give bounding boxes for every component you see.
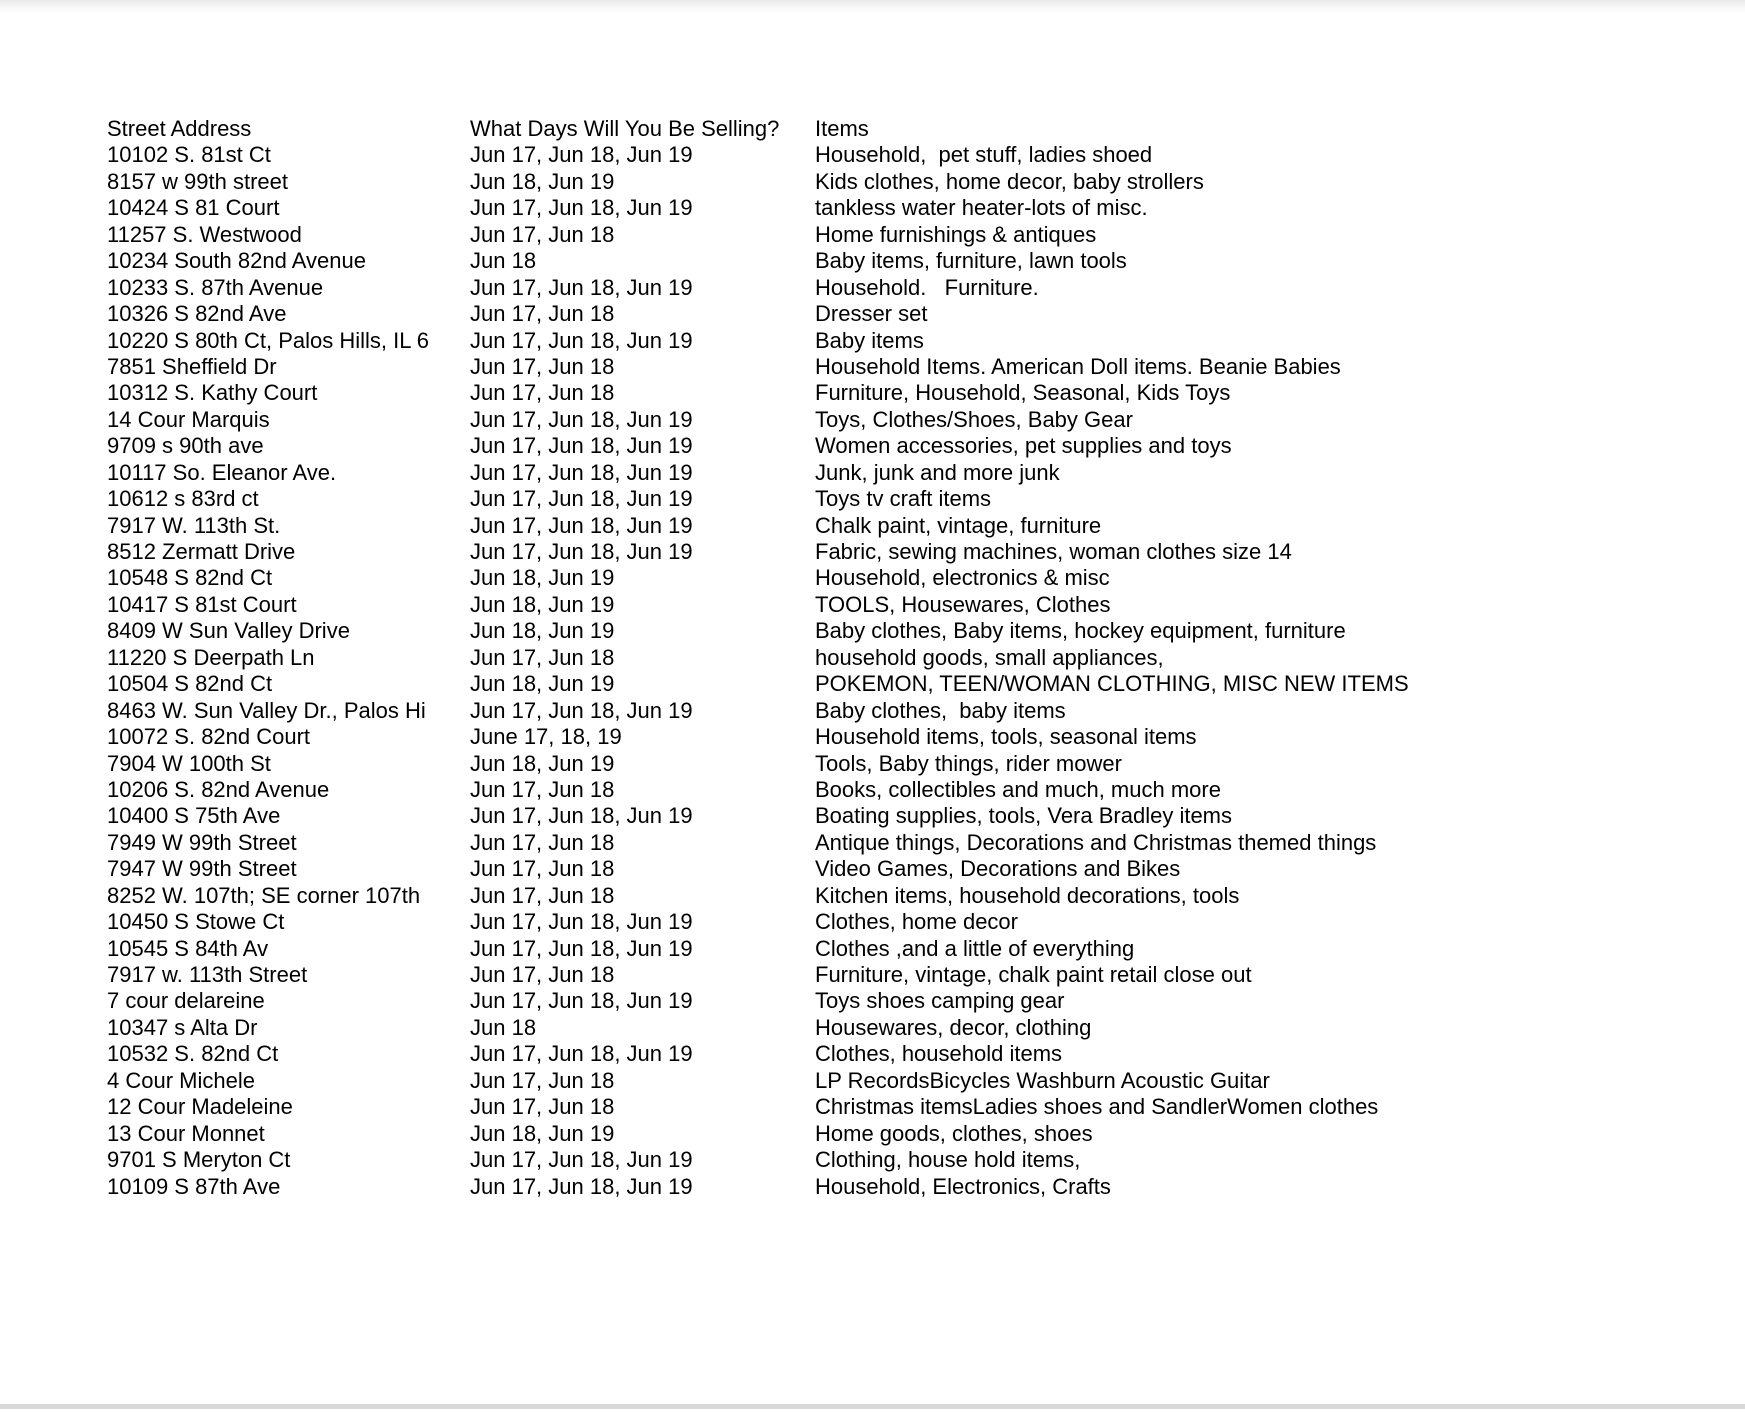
items-cell: Dresser set bbox=[815, 301, 928, 327]
table-row bbox=[107, 539, 1727, 565]
items-cell: Household. Furniture. bbox=[815, 274, 1039, 300]
days-cell: Jun 17, Jun 18, Jun 19 bbox=[470, 327, 693, 353]
items-cell: Kids clothes, home decor, baby strollers bbox=[815, 168, 1204, 194]
items-cell: household goods, small appliances, bbox=[815, 644, 1164, 670]
address-cell: 11257 S. Westwood bbox=[107, 221, 302, 247]
table-row bbox=[107, 988, 1727, 1014]
address-cell: 13 Cour Monnet bbox=[107, 1120, 265, 1146]
table-row bbox=[107, 1015, 1727, 1041]
items-cell: Clothing, house hold items, bbox=[815, 1147, 1081, 1173]
days-cell: Jun 17, Jun 18, Jun 19 bbox=[470, 935, 693, 961]
address-cell: 10102 S. 81st Ct bbox=[107, 142, 271, 168]
items-cell: Antique things, Decorations and Christmas themed things bbox=[815, 829, 1377, 855]
address-cell: 9709 s 90th ave bbox=[107, 433, 264, 459]
table-row bbox=[107, 248, 1727, 274]
items-cell: Home goods, clothes, shoes bbox=[815, 1120, 1093, 1146]
address-cell: 10504 S 82nd Ct bbox=[107, 671, 273, 697]
address-cell: 10072 S. 82nd Court bbox=[107, 724, 311, 750]
days-cell: Jun 18, Jun 19 bbox=[470, 671, 615, 697]
items-cell: Clothes, household items bbox=[815, 1041, 1063, 1067]
header-selling-days: What Days Will You Be Selling? bbox=[470, 116, 780, 141]
items-cell: Junk, junk and more junk bbox=[815, 459, 1060, 485]
table-row bbox=[107, 195, 1727, 221]
table-row bbox=[107, 169, 1727, 195]
table-row bbox=[107, 301, 1727, 327]
items-cell: Furniture, Household, Seasonal, Kids Toys bbox=[815, 380, 1231, 406]
days-cell: Jun 17, Jun 18 bbox=[470, 380, 615, 406]
address-cell: 11220 S Deerpath Ln bbox=[107, 644, 315, 670]
address-cell: 10532 S. 82nd Ct bbox=[107, 1041, 279, 1067]
items-cell: Clothes ,and a little of everything bbox=[815, 935, 1135, 961]
days-cell: Jun 17, Jun 18, Jun 19 bbox=[470, 142, 693, 168]
table-row bbox=[107, 856, 1727, 882]
table-row bbox=[107, 803, 1727, 829]
header-items: Items bbox=[815, 116, 869, 141]
address-cell: 7904 W 100th St bbox=[107, 750, 271, 776]
table-row bbox=[107, 460, 1727, 486]
address-cell: 10312 S. Kathy Court bbox=[107, 380, 318, 406]
address-cell: 10417 S 81st Court bbox=[107, 591, 297, 617]
items-cell: Toys tv craft items bbox=[815, 486, 992, 512]
days-cell: Jun 17, Jun 18, Jun 19 bbox=[470, 803, 693, 829]
days-cell: Jun 17, Jun 18, Jun 19 bbox=[470, 697, 693, 723]
header-street-address: Street Address bbox=[107, 116, 252, 141]
address-cell: 10234 South 82nd Avenue bbox=[107, 248, 366, 274]
table-row bbox=[107, 724, 1727, 750]
items-cell: Women accessories, pet supplies and toys bbox=[815, 433, 1232, 459]
days-cell: Jun 17, Jun 18, Jun 19 bbox=[470, 274, 693, 300]
table-row bbox=[107, 909, 1727, 935]
items-cell: Baby clothes, baby items bbox=[815, 697, 1066, 723]
table-row bbox=[107, 936, 1727, 962]
address-cell: 10233 S. 87th Avenue bbox=[107, 274, 324, 300]
items-cell: Baby clothes, Baby items, hockey equipment, furniture bbox=[815, 618, 1346, 644]
items-cell: Boating supplies, tools, Vera Bradley items bbox=[815, 803, 1233, 829]
table-row bbox=[107, 433, 1727, 459]
items-cell: Fabric, sewing machines, woman clothes size 14 bbox=[815, 539, 1292, 564]
days-cell: Jun 18 bbox=[470, 1014, 537, 1040]
days-cell: Jun 17, Jun 18, Jun 19 bbox=[470, 406, 693, 432]
address-cell: 7947 W 99th Street bbox=[107, 856, 297, 882]
items-cell: LP RecordsBicycles Washburn Acoustic Guitar bbox=[815, 1067, 1270, 1093]
days-cell: Jun 17, Jun 18 bbox=[470, 301, 615, 327]
address-cell: 7917 w. 113th Street bbox=[107, 962, 308, 987]
days-cell: Jun 17, Jun 18 bbox=[470, 962, 615, 987]
address-cell: 8409 W Sun Valley Drive bbox=[107, 618, 350, 644]
items-cell: Chalk paint, vintage, furniture bbox=[815, 512, 1102, 538]
items-cell: Video Games, Decorations and Bikes bbox=[815, 856, 1181, 882]
address-cell: 10347 s Alta Dr bbox=[107, 1014, 258, 1040]
items-cell: Toys shoes camping gear bbox=[815, 988, 1065, 1014]
address-cell: 10612 s 83rd ct bbox=[107, 486, 259, 512]
table-row bbox=[107, 830, 1727, 856]
items-cell: POKEMON, TEEN/WOMAN CLOTHING, MISC NEW ITEMS bbox=[815, 671, 1409, 697]
address-cell: 10109 S 87th Ave bbox=[107, 1173, 281, 1199]
days-cell: Jun 17, Jun 18 bbox=[470, 353, 615, 379]
days-cell: Jun 17, Jun 18 bbox=[470, 1094, 615, 1120]
address-cell: 7851 Sheffield Dr bbox=[107, 353, 277, 379]
days-cell: Jun 18, Jun 19 bbox=[470, 565, 615, 591]
table-row bbox=[107, 354, 1727, 380]
table-row bbox=[107, 751, 1727, 777]
items-cell: Baby items, furniture, lawn tools bbox=[815, 248, 1127, 274]
items-cell: Home furnishings & antiques bbox=[815, 221, 1097, 247]
address-cell: 7 cour delareine bbox=[107, 988, 265, 1014]
table-row bbox=[107, 486, 1727, 512]
address-cell: 8463 W. Sun Valley Dr., Palos Hi bbox=[107, 697, 426, 723]
address-cell: 10326 S 82nd Ave bbox=[107, 301, 287, 327]
days-cell: Jun 17, Jun 18, Jun 19 bbox=[470, 1147, 693, 1173]
address-cell: 10545 S 84th Av bbox=[107, 935, 269, 961]
address-cell: 10206 S. 82nd Avenue bbox=[107, 776, 330, 802]
days-cell: Jun 17, Jun 18, Jun 19 bbox=[470, 459, 693, 485]
address-cell: 14 Cour Marquis bbox=[107, 406, 270, 432]
address-cell: 10220 S 80th Ct, Palos Hills, IL 6 bbox=[107, 327, 430, 353]
items-cell: Kitchen items, household decorations, tools bbox=[815, 882, 1240, 908]
table-row bbox=[107, 1174, 1727, 1200]
days-cell: Jun 17, Jun 18, Jun 19 bbox=[470, 909, 693, 935]
items-cell: Books, collectibles and much, much more bbox=[815, 776, 1221, 802]
address-cell: 10424 S 81 Court bbox=[107, 195, 280, 221]
items-cell: tankless water heater-lots of misc. bbox=[815, 195, 1148, 221]
address-cell: 8157 w 99th street bbox=[107, 168, 289, 194]
table-row bbox=[107, 592, 1727, 618]
address-cell: 10450 S Stowe Ct bbox=[107, 909, 285, 935]
address-cell: 4 Cour Michele bbox=[107, 1067, 255, 1093]
days-cell: Jun 18, Jun 19 bbox=[470, 591, 615, 617]
days-cell: Jun 17, Jun 18 bbox=[470, 829, 615, 855]
address-cell: 7917 W. 113th St. bbox=[107, 512, 281, 538]
days-cell: Jun 17, Jun 18, Jun 19 bbox=[470, 512, 693, 538]
table-row bbox=[107, 1041, 1727, 1067]
days-cell: June 17, 18, 19 bbox=[470, 724, 622, 750]
days-cell: Jun 17, Jun 18 bbox=[470, 776, 615, 802]
table-row bbox=[107, 1121, 1727, 1147]
bottom-page-divider bbox=[0, 1404, 1745, 1409]
days-cell: Jun 17, Jun 18, Jun 19 bbox=[470, 486, 693, 512]
table-row bbox=[107, 645, 1727, 671]
address-cell: 12 Cour Madeleine bbox=[107, 1094, 293, 1120]
table-row bbox=[107, 1147, 1727, 1173]
table-header-row bbox=[107, 116, 1727, 142]
days-cell: Jun 17, Jun 18, Jun 19 bbox=[470, 195, 693, 221]
days-cell: Jun 17, Jun 18, Jun 19 bbox=[470, 539, 693, 564]
top-edge-shadow bbox=[0, 0, 1745, 14]
table-row bbox=[107, 698, 1727, 724]
table-row bbox=[107, 328, 1727, 354]
table-row bbox=[107, 142, 1727, 168]
table-row bbox=[107, 777, 1727, 803]
items-cell: TOOLS, Housewares, Clothes bbox=[815, 591, 1111, 617]
address-cell: 10548 S 82nd Ct bbox=[107, 565, 273, 591]
days-cell: Jun 17, Jun 18, Jun 19 bbox=[470, 988, 693, 1014]
table-row bbox=[107, 275, 1727, 301]
items-cell: Christmas itemsLadies shoes and SandlerWomen clothes bbox=[815, 1094, 1379, 1120]
table-row bbox=[107, 671, 1727, 697]
items-cell: Tools, Baby things, rider mower bbox=[815, 750, 1122, 776]
items-cell: Household, Electronics, Crafts bbox=[815, 1173, 1111, 1199]
table-row bbox=[107, 513, 1727, 539]
garage-sale-table bbox=[107, 116, 1727, 1200]
days-cell: Jun 18, Jun 19 bbox=[470, 750, 615, 776]
table-row bbox=[107, 618, 1727, 644]
days-cell: Jun 17, Jun 18 bbox=[470, 856, 615, 882]
table-row bbox=[107, 380, 1727, 406]
items-cell: Household, electronics & misc bbox=[815, 565, 1110, 591]
table-row bbox=[107, 883, 1727, 909]
days-cell: Jun 18, Jun 19 bbox=[470, 618, 615, 644]
address-cell: 9701 S Meryton Ct bbox=[107, 1147, 291, 1173]
days-cell: Jun 17, Jun 18 bbox=[470, 221, 615, 247]
table-row bbox=[107, 1068, 1727, 1094]
address-cell: 8512 Zermatt Drive bbox=[107, 539, 296, 564]
days-cell: Jun 17, Jun 18, Jun 19 bbox=[470, 1173, 693, 1199]
days-cell: Jun 17, Jun 18 bbox=[470, 1067, 615, 1093]
days-cell: Jun 17, Jun 18 bbox=[470, 644, 615, 670]
address-cell: 7949 W 99th Street bbox=[107, 829, 297, 855]
days-cell: Jun 18, Jun 19 bbox=[470, 1120, 615, 1146]
days-cell: Jun 17, Jun 18, Jun 19 bbox=[470, 433, 693, 459]
table-row bbox=[107, 407, 1727, 433]
items-cell: Furniture, vintage, chalk paint retail close out bbox=[815, 962, 1252, 987]
address-cell: 10400 S 75th Ave bbox=[107, 803, 281, 829]
table-body bbox=[107, 142, 1727, 1200]
items-cell: Household items, tools, seasonal items bbox=[815, 724, 1197, 750]
days-cell: Jun 17, Jun 18 bbox=[470, 882, 615, 908]
items-cell: Household, pet stuff, ladies shoed bbox=[815, 142, 1153, 168]
items-cell: Toys, Clothes/Shoes, Baby Gear bbox=[815, 406, 1133, 432]
table-row bbox=[107, 565, 1727, 591]
items-cell: Clothes, home decor bbox=[815, 909, 1018, 935]
table-row bbox=[107, 962, 1727, 988]
items-cell: Housewares, decor, clothing bbox=[815, 1014, 1092, 1040]
table-row bbox=[107, 222, 1727, 248]
days-cell: Jun 18 bbox=[470, 248, 537, 274]
days-cell: Jun 17, Jun 18, Jun 19 bbox=[470, 1041, 693, 1067]
items-cell: Household Items. American Doll items. Beanie Babies bbox=[815, 353, 1341, 379]
table-row bbox=[107, 1094, 1727, 1120]
days-cell: Jun 18, Jun 19 bbox=[470, 168, 615, 194]
items-cell: Baby items bbox=[815, 327, 924, 353]
address-cell: 8252 W. 107th; SE corner 107th bbox=[107, 882, 421, 908]
address-cell: 10117 So. Eleanor Ave. bbox=[107, 459, 337, 485]
